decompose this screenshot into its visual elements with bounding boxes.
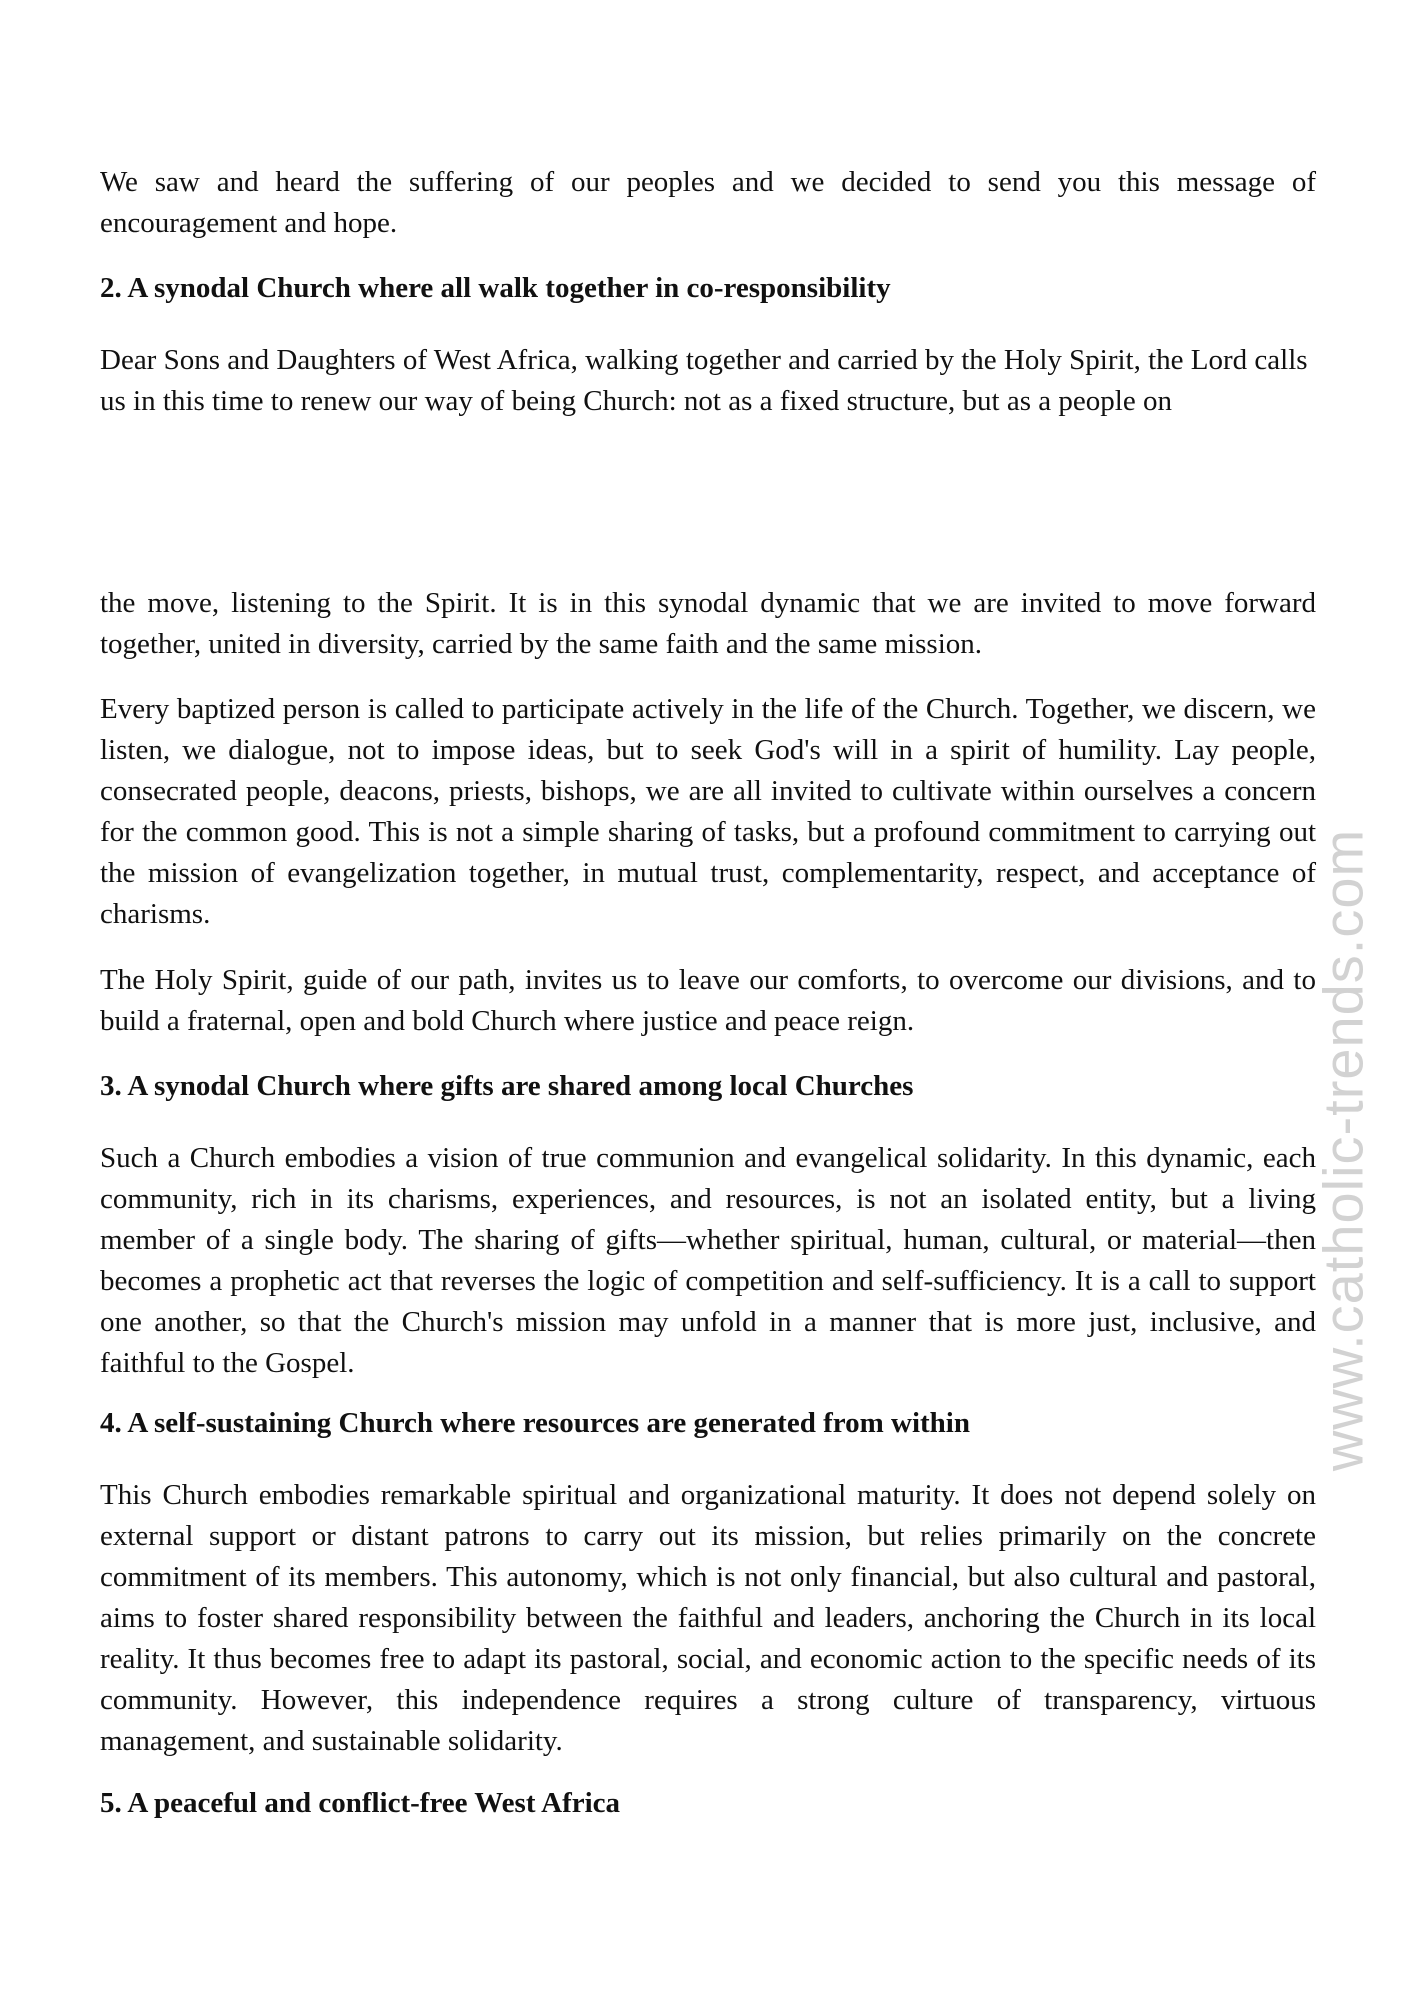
section-5-heading: 5. A peaceful and conflict-free West Africa xyxy=(100,1787,621,1819)
intro-paragraph: We saw and heard the suffering of our peoples and we decided to send you this message of encouragement and hope. xyxy=(100,166,1316,239)
section-4-heading: 4. A self-sustaining Church where resources are generated from within xyxy=(100,1407,970,1439)
section-4-paragraph-1: This Church embodies remarkable spiritual and organizational maturity. It does not depend solely on external support or distant patrons to carry out its mission, but relies primarily on the concrete commitment of its members. This autonomy, which is not only financial, but also cultural and pastoral, aims to foster shared responsibility between the faithful and leaders, anchoring the Church in its local reality. It thus becomes free to adapt its pastoral, social, and economic action to the specific needs of its community. However, this independence requires a strong culture of transparency, virtuous management, and sustainable solidarity. xyxy=(100,1479,1316,1757)
section-2-paragraph-1-part-2: the move, listening to the Spirit. It is in this synodal dynamic that we are invited to move forward together, united in diversity, carried by the same faith and the same mission. xyxy=(100,587,1316,660)
section-2-heading: 2. A synodal Church where all walk together in co-responsibility xyxy=(100,272,891,304)
section-3-paragraph-1: Such a Church embodies a vision of true communion and evangelical solidarity. In this dynamic, each community, rich in its charisms, experiences, and resources, is not an isolated entity, but a living member of a single body. The sharing of gifts—whether spiritual, human, cultural, or material—then becomes a prophetic act that reverses the logic of competition and self-sufficiency. It is a call to support one another, so that the Church's mission may unfold in a manner that is more just, inclusive, and faithful to the Gospel. xyxy=(100,1142,1316,1379)
section-3-heading: 3. A synodal Church where gifts are shared among local Churches xyxy=(100,1070,914,1102)
section-2-paragraph-1-part-1: Dear Sons and Daughters of West Africa, walking together and carried by the Holy Spirit, the Lord calls us in this time to renew our way of being Church: not as a fixed structure, but as a people on xyxy=(100,344,1308,417)
watermark: www.catholic-trends.com xyxy=(1311,828,1375,1472)
section-2-paragraph-3: The Holy Spirit, guide of our path, invites us to leave our comforts, to overcome our divisions, and to build a fraternal, open and bold Church where justice and peace reign. xyxy=(100,964,1316,1037)
section-2-paragraph-2: Every baptized person is called to participate actively in the life of the Church. Together, we discern, we listen, we dialogue, not to impose ideas, but to seek God's will in a spirit of humility. Lay people, consecrated people, deacons, priests, bishops, we are all invited to cultivate within ourselves a concern for the common good. This is not a simple sharing of tasks, but a profound commitment to carrying out the mission of evangelization together, in mutual trust, complementarity, respect, and acceptance of charisms. xyxy=(100,693,1316,930)
